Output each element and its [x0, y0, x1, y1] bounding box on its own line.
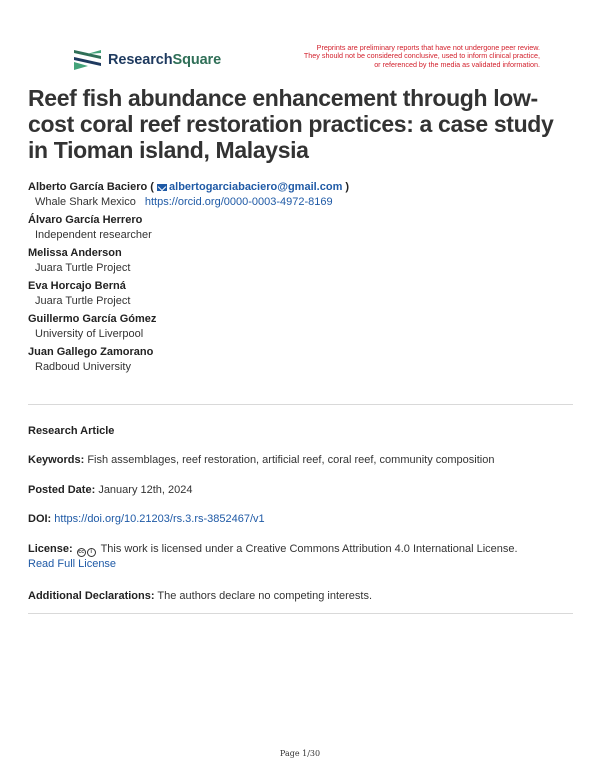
- author-name: Eva Horcajo Berná: [28, 280, 126, 292]
- article-type: Research Article: [28, 425, 115, 437]
- doi-label: DOI:: [28, 513, 52, 525]
- additional-declarations: [28, 589, 573, 604]
- research-square-logo-icon: [74, 48, 101, 72]
- author-affiliation: Independent researcher: [35, 229, 152, 241]
- author-name: Melissa Anderson: [28, 247, 122, 259]
- email-icon: [157, 184, 167, 191]
- page-header: [74, 43, 574, 76]
- notice-line: or referenced by the media as validated information.: [374, 59, 540, 69]
- author-email-link[interactable]: albertogarciabaciero@gmail.com: [169, 181, 343, 193]
- author-name: Alberto García Baciero ( albertogarciabaciero@gmail.com ): [28, 181, 350, 193]
- author-affiliation: Juara Turtle Project: [35, 295, 131, 307]
- section-divider: [28, 613, 573, 614]
- author-affiliation: Juara Turtle Project: [35, 262, 131, 274]
- keywords: [28, 453, 573, 468]
- author-entry: [28, 280, 573, 308]
- author-name: Guillermo García Gómez: [28, 313, 157, 325]
- section-divider: [28, 404, 573, 405]
- author-affiliation: Radboud University: [35, 361, 131, 373]
- research-square-logo[interactable]: [74, 48, 221, 72]
- author-entry: [28, 214, 573, 242]
- logo-wordmark: ResearchSquare: [108, 52, 222, 68]
- orcid-link[interactable]: https://orcid.org/0000-0003-4972-8169: [144, 196, 333, 208]
- doi-link[interactable]: https://doi.org/10.21203/rs.3.rs-3852467/v1: [54, 513, 265, 525]
- author-name: Juan Gallego Zamorano: [28, 346, 154, 358]
- notice-line: They should not be considered conclusive, used to inform clinical practice,: [303, 51, 540, 61]
- author-name: Álvaro García Herrero: [28, 214, 143, 226]
- keywords-label: Keywords:: [28, 454, 85, 466]
- posted-date: [28, 483, 573, 498]
- author-list: [28, 181, 573, 379]
- author-affiliation: University of Liverpool: [35, 328, 144, 340]
- read-full-license-link[interactable]: Read Full License: [28, 558, 117, 570]
- posted-date-label: Posted Date:: [28, 484, 96, 496]
- declarations-label: Additional Declarations:: [28, 590, 155, 602]
- notice-line: Preprints are preliminary reports that have not undergone peer review.: [316, 43, 540, 52]
- author-affiliation: Whale Shark Mexico https://orcid.org/0000-0003-4972-8169: [35, 196, 333, 208]
- posted-date-value: January 12th, 2024: [98, 484, 193, 496]
- license-text: This work is licensed under a Creative Commons Attribution 4.0 International License.: [100, 543, 518, 555]
- declarations-value: The authors declare no competing interests.: [157, 590, 373, 602]
- author-entry: [28, 313, 573, 341]
- license: [28, 542, 573, 572]
- author-entry: [28, 181, 573, 209]
- paper-title: Reef fish abundance enhancement through low-cost coral reef restoration practices: a case study in Tioman island, Malaysia: [28, 85, 554, 163]
- license-label: License:: [28, 543, 73, 555]
- creative-commons-icon: cc i: [77, 548, 96, 557]
- keywords-value: Fish assemblages, reef restoration, artificial reef, coral reef, community composition: [87, 454, 495, 466]
- author-entry: [28, 346, 573, 374]
- doi: [28, 512, 573, 527]
- page-number: Page 1/30: [279, 749, 321, 758]
- author-entry: [28, 247, 573, 275]
- preprint-notice: [270, 44, 540, 69]
